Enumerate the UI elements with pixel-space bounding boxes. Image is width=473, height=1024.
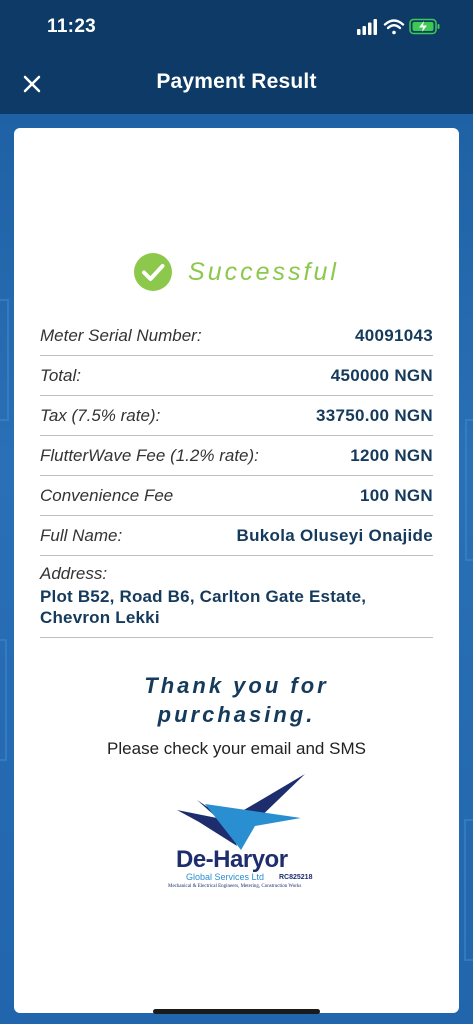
detail-label: Total:	[40, 365, 81, 385]
detail-label: FlutterWave Fee (1.2% rate):	[40, 445, 259, 465]
detail-row-convenience-fee	[40, 476, 433, 516]
detail-value: Bukola Oluseyi Onajide	[236, 525, 433, 545]
logo-subtitle: Global Services Ltd	[186, 872, 265, 882]
detail-label: Convenience Fee	[40, 485, 174, 505]
result-card	[14, 128, 459, 1013]
status-time: 11:23	[47, 16, 97, 37]
detail-label: Address:	[40, 564, 108, 583]
thank-you-line-1: Thank you for	[144, 673, 329, 698]
thank-you-line-2: purchasing.	[157, 702, 316, 727]
battery-charging-icon	[410, 20, 440, 34]
wifi-icon	[385, 21, 403, 35]
detail-value: Plot B52, Road B6, Carlton Gate Estate, Chevron Lekki	[40, 587, 367, 627]
logo-tagline: Mechanical & Electrical Engineers, Metering, Construction Works	[168, 884, 302, 889]
detail-value: 1200 NGN	[350, 445, 433, 465]
success-label: Successful	[188, 257, 339, 286]
logo-rc: RC825218	[279, 874, 313, 881]
detail-value: 100 NGN	[360, 485, 433, 505]
status-icons	[357, 17, 443, 42]
detail-value: 450000 NGN	[330, 365, 433, 385]
detail-row-address	[40, 556, 433, 638]
detail-row-meter-serial	[40, 316, 433, 356]
success-status	[14, 253, 459, 291]
nav-bar	[0, 56, 473, 114]
check-circle-icon	[134, 253, 172, 291]
page-title: Payment Result	[156, 70, 317, 93]
thank-you-message	[14, 671, 459, 729]
detail-row-flutterwave-fee	[40, 436, 433, 476]
payment-details	[40, 316, 433, 638]
detail-row-total	[40, 356, 433, 396]
detail-row-full-name	[40, 516, 433, 556]
detail-label: Tax (7.5% rate):	[40, 405, 161, 425]
logo-name: De-Haryor	[176, 846, 288, 873]
check-email-message: Please check your email and SMS	[107, 739, 366, 758]
detail-label: Meter Serial Number:	[40, 325, 202, 345]
logo-mark-icon	[169, 770, 319, 850]
detail-value: 40091043	[354, 325, 433, 345]
status-bar	[0, 0, 473, 56]
detail-row-tax	[40, 396, 433, 436]
company-logo	[169, 770, 319, 894]
detail-label: Full Name:	[40, 525, 123, 545]
detail-value: 33750.00 NGN	[315, 405, 433, 425]
cellular-signal-icon	[357, 19, 377, 35]
home-indicator[interactable]	[153, 1009, 320, 1014]
